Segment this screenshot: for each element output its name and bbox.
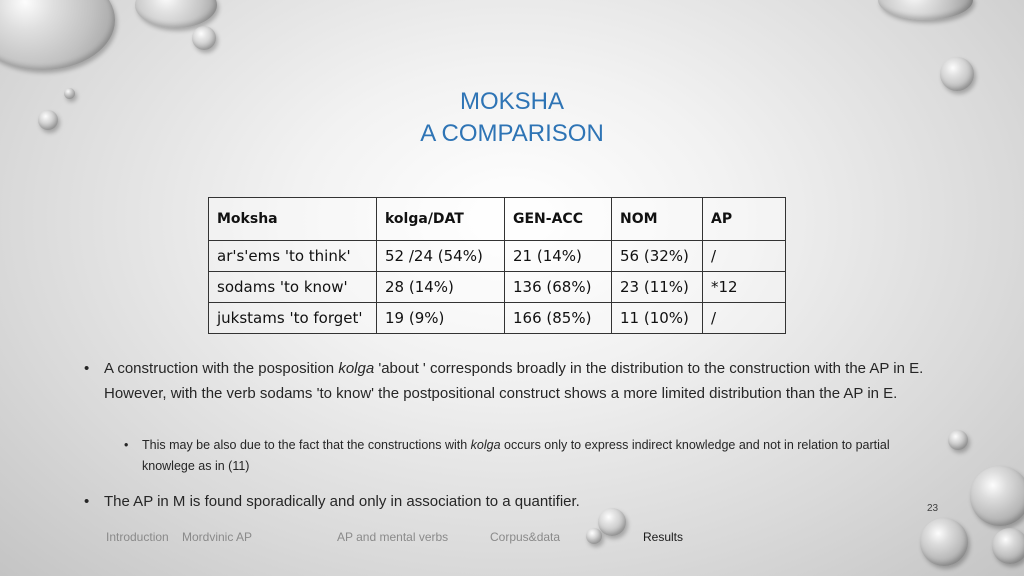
- table-cell: sodams 'to know': [209, 272, 377, 303]
- water-drop-decoration: [192, 26, 216, 50]
- water-drop-decoration: [940, 57, 974, 91]
- bullet-point: [84, 490, 864, 515]
- slide-title-line1: MOKSHA: [459, 88, 564, 115]
- comparison-table: [208, 197, 786, 334]
- sub-bullet-italic-term: kolga: [470, 438, 501, 452]
- table-row: [209, 241, 786, 272]
- table-cell: ar's'ems 'to think': [209, 241, 377, 272]
- sub-bullet-text: occurs only to express indirect knowledge and not in relation to partial knowlege as in (11): [142, 438, 890, 473]
- table-cell: /: [703, 303, 786, 334]
- water-drop-decoration: [878, 0, 973, 20]
- nav-link-results[interactable]: Results: [643, 530, 684, 544]
- table-header-row: [209, 198, 786, 241]
- table-cell: jukstams 'to forget': [209, 303, 377, 334]
- table-cell: /: [703, 241, 786, 272]
- sub-bullet-point: [124, 435, 942, 477]
- bullet-text: 'about ' corresponds broadly in the distribution to the construction with the AP in E. However, with the verb sodams 'to know' the postpositional construct shows a more limited distribution than the AP in E.: [104, 360, 924, 402]
- sub-bullet-text: This may be also due to the fact that the constructions with: [142, 438, 471, 452]
- water-drop-decoration: [135, 0, 217, 28]
- table-cell: 166 (85%): [505, 303, 612, 334]
- table-cell: 136 (68%): [505, 272, 612, 303]
- nav-link-corpus-data[interactable]: Corpus&data: [490, 530, 561, 544]
- water-drop-decoration: [64, 88, 75, 99]
- water-drop-decoration: [992, 528, 1024, 564]
- water-drop-decoration: [586, 528, 602, 544]
- table-header-cell: kolga/DAT: [377, 198, 505, 241]
- bullet-italic-term: kolga: [338, 360, 375, 377]
- bullet-marker: •: [84, 360, 90, 377]
- table-cell: 28 (14%): [377, 272, 505, 303]
- table-cell: 56 (32%): [612, 241, 703, 272]
- table-cell: *12: [703, 272, 786, 303]
- table-cell: 52 /24 (54%): [377, 241, 505, 272]
- table-row: [209, 303, 786, 334]
- table-cell: 19 (9%): [377, 303, 505, 334]
- table-header-cell: AP: [703, 198, 786, 241]
- table-cell: 23 (11%): [612, 272, 703, 303]
- bullet-marker: •: [84, 493, 90, 510]
- nav-link-introduction[interactable]: Introduction: [106, 530, 169, 544]
- slide-title-line2: A COMPARISON: [420, 120, 604, 147]
- bullet-text: A construction with the posposition: [104, 360, 339, 377]
- nav-link-ap-mental-verbs[interactable]: AP and mental verbs: [337, 530, 449, 544]
- table-cell: 11 (10%): [612, 303, 703, 334]
- table-cell: 21 (14%): [505, 241, 612, 272]
- bullet-text: The AP in M is found sporadically and only in association to a quantifier.: [104, 493, 580, 510]
- water-drop-decoration: [970, 466, 1024, 526]
- table-header-cell: Moksha: [209, 198, 377, 241]
- table-header-cell: NOM: [612, 198, 703, 241]
- water-drop-decoration: [38, 110, 58, 130]
- table-row: [209, 272, 786, 303]
- water-drop-decoration: [920, 518, 968, 566]
- bullet-marker: •: [124, 438, 129, 452]
- water-drop-decoration: [0, 0, 115, 70]
- table-header-cell: GEN-ACC: [505, 198, 612, 241]
- water-drop-decoration: [948, 430, 968, 450]
- bullet-point: [84, 357, 934, 406]
- page-number: 23: [927, 503, 939, 514]
- nav-link-mordvinic-ap[interactable]: Mordvinic AP: [182, 530, 253, 544]
